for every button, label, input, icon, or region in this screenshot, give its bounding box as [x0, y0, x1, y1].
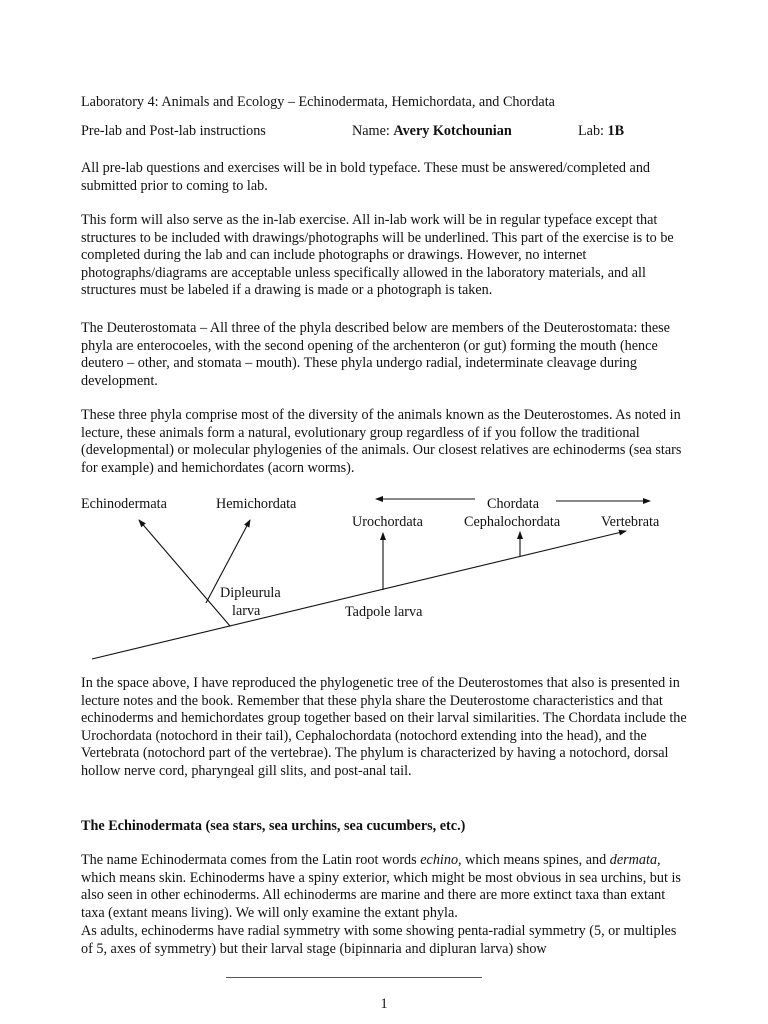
- label-urochordata: Urochordata: [352, 514, 423, 530]
- term-dermata: dermata: [609, 852, 658, 868]
- section-heading-echinodermata: [81, 818, 465, 836]
- label-dipleurula-larva: larva: [232, 603, 261, 619]
- label-chordata: Chordata: [487, 496, 540, 512]
- p6-text-b: , which means spines, and: [458, 852, 610, 868]
- footer-divider: [226, 977, 482, 978]
- paragraph-inlab: This form will also serve as the in-lab exercise. All in-lab work will be in regular typeface except that structures to be included with drawings/photographs will be underlined. This part of the exercise is to be completed during the lab and can include photographs or drawings. However, no internet photographs/diagrams are acceptable unless specifically allowed in the laboratory materials, and all structures must be labeled if a drawing is made or a photograph is taken.: [81, 212, 674, 298]
- section-heading-text: The Echinodermata (sea stars, sea urchins, sea cucumbers, etc.): [81, 818, 466, 834]
- branch-echinodermata: [139, 520, 230, 626]
- document-title: Laboratory 4: Animals and Ecology – Echinodermata, Hemichordata, and Chordata: [81, 94, 555, 110]
- student-name: Avery Kotchounian: [393, 123, 512, 139]
- p6-text-a: The name Echinodermata comes from the Latin root words: [81, 852, 421, 868]
- paragraph-echinodermata-name: [81, 852, 691, 922]
- paragraph-three-phyla: These three phyla comprise most of the diversity of the animals known as the Deuterostomes. As noted in lecture, these animals form a natural, evolutionary group regardless of if you follow the traditional (developmental) or molecular phylogenies of the animals. Our closest relatives are echinoderms (sea stars for example) and hemichordates (acorn worms).: [81, 407, 682, 476]
- paragraph-symmetry: As adults, echinoderms have radial symmetry with some showing penta-radial symmetry (5, or multiples of 5, axes of symmetry) but their larval stage (bipinnaria and dipluran larva) show: [81, 923, 677, 957]
- label-tadpole-larva: Tadpole larva: [345, 604, 423, 620]
- label-hemichordata: Hemichordata: [216, 496, 297, 512]
- page-number: 1: [380, 996, 388, 1012]
- paragraph-tree-explanation: In the space above, I have reproduced the phylogenetic tree of the Deuterostomes that also is presented in lecture notes and the book. Remember that these phyla share the Deuterostome characteristics and that echinoderms and hemichordates group together based on their larval similarities. The Chordata include the Urochordata (notochord in their tail), Cephalochordata (notochord extending into the head), and the Vertebrata (notochord part of the vertebrae). The phylum is characterized by having a notochord, dorsal hollow nerve cord, pharyngeal gill slits, and post-anal tail.: [81, 675, 687, 779]
- instructions-label: Pre-lab and Post-lab instructions: [81, 123, 266, 139]
- label-echinodermata: Echinodermata: [81, 496, 167, 512]
- name-label: Name:: [352, 123, 390, 139]
- paragraph-prelab: All pre-lab questions and exercises will be in bold typeface. These must be answered/completed and submitted prior to coming to lab.: [81, 160, 651, 194]
- lab-section: 1B: [607, 123, 625, 139]
- lab-label: Lab:: [578, 123, 604, 139]
- label-vertebrata: Vertebrata: [601, 514, 660, 530]
- p6-text-c: , which means skin. Echinoderms have a spiny exterior, which might be most obvious in sea urchins, but is also seen in other echinoderms. All echinoderms are marine and there are more extinct taxa than extant taxa (extant means living). We will only examine the extant phyla.: [81, 852, 681, 921]
- paragraph-deuterostomata: The Deuterostomata – All three of the phyla described below are members of the Deuterostomata: these phyla are enterocoeles, with the second opening of the archenteron (or gut) forming the mouth (hence deutero – other, and stomata – mouth). These phyla undergo radial, indeterminate cleavage during development.: [81, 320, 670, 389]
- label-dipleurula: Dipleurula: [220, 585, 281, 601]
- label-cephalochordata: Cephalochordata: [464, 514, 561, 530]
- term-echino: echino: [420, 852, 459, 868]
- tree-main-trunk: [92, 531, 626, 659]
